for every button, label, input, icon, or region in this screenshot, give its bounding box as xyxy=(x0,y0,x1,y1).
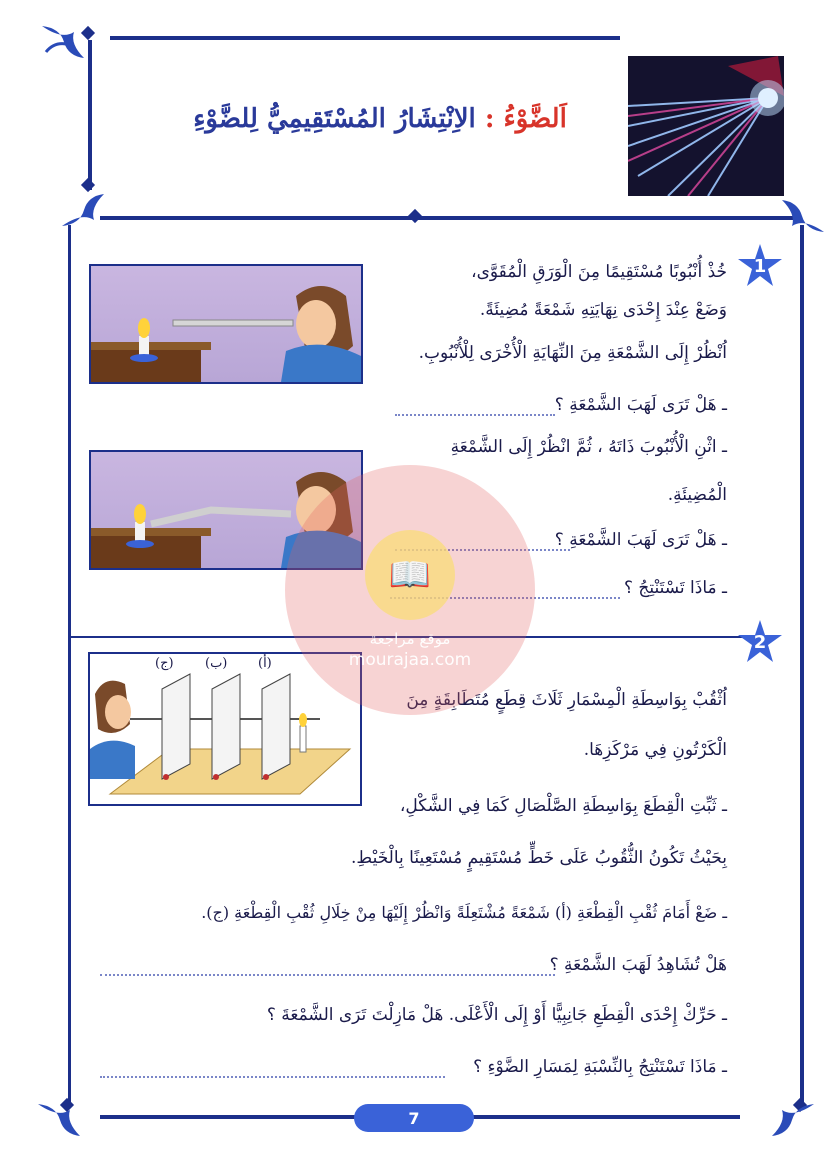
title-topic: اَلضَّوْءُ : xyxy=(484,104,567,134)
answer-line[interactable] xyxy=(100,974,555,976)
piece-label-b: (ب) xyxy=(205,656,228,671)
question-line: ـ مَاذَا تَسْتَنْتِجُ ؟ xyxy=(623,578,727,598)
light-beam-photo xyxy=(628,56,784,196)
corner-ornament-icon xyxy=(770,1100,816,1140)
instruction-line: اُنْظُرْ إِلَى الشَّمْعَةِ مِنَ النِّهَايَةِ الْأُخْرَى لِلْأُنْبُوبِ. xyxy=(418,343,727,363)
answer-line[interactable] xyxy=(100,1076,445,1078)
question-line: ـ حَرِّكْ إِحْدَى الْقِطَعِ جَانِبِيًّا أَوْ إِلَى الْأَعْلَى. هَلْ مَازِلْتَ تَرَى الشَّمْعَةَ ؟ xyxy=(266,1005,727,1025)
frame-left xyxy=(88,40,92,190)
instruction-line: الْمُضِيئَةِ. xyxy=(667,485,727,505)
book-icon: 📖 xyxy=(365,530,455,620)
question-line: ـ مَاذَا تَسْتَنْتِجُ بِالنِّسْبَةِ لِمَسَارِ الضَّوْءِ ؟ xyxy=(473,1057,727,1077)
instruction-line: وَضَعْ عِنْدَ إِحْدَى نِهَايَتِهِ شَمْعَةً مُضِيئَةً. xyxy=(479,300,727,320)
page-title xyxy=(160,104,600,134)
frame-ornament xyxy=(408,209,422,223)
answer-line[interactable] xyxy=(395,414,555,416)
piece-label-a: (أ) xyxy=(258,656,272,671)
instruction-line: ـ اثْنِ الْأُنْبُوبَ ذَاتَهُ ، ثُمَّ انْظُرْ إِلَى الشَّمْعَةِ xyxy=(450,437,727,457)
frame-divider-top xyxy=(100,216,800,220)
instruction-line: الْكَرْتُونِ فِي مَرْكَزِهَا. xyxy=(583,740,727,760)
title-subject: الاِنْتِشَارُ المُسْتَقِيمِيُّ لِلضَّوْءِ xyxy=(193,104,476,134)
frame-left-lower xyxy=(68,225,71,1105)
instruction-line: اُثْقُبْ بِوَاسِطَةِ الْمِسْمَارِ ثَلَاثَ قِطَعٍ مُتَطَابِقَةٍ مِنَ xyxy=(406,690,727,710)
step-badge-2 xyxy=(738,620,782,664)
piece-label-c: (ج) xyxy=(155,656,174,671)
step-number: 2 xyxy=(753,631,767,653)
question-line: هَلْ تُشَاهِدُ لَهَبَ الشَّمْعَةِ ؟ xyxy=(549,955,727,975)
corner-ornament-icon xyxy=(36,1100,82,1140)
watermark-latin: mourajaa.com xyxy=(348,650,472,670)
instruction-line: ـ ثَبِّتِ الْقِطَعَ بِوَاسِطَةِ الصَّلْصَالِ كَمَا فِي الشَّكْلِ، xyxy=(399,796,727,816)
watermark-arabic: موقع مراجعة xyxy=(369,630,451,648)
instruction-line: بِحَيْثُ تَكُونُ الثُّقُوبُ عَلَى خَطٍّ مُسْتَقِيمٍ مُسْتَعِينًا بِالْخَيْطِ. xyxy=(351,848,727,868)
corner-ornament-icon xyxy=(40,22,86,62)
corner-ornament-icon xyxy=(780,196,826,236)
instruction-line: خُذْ أُنْبُوبًا مُسْتَقِيمًا مِنَ الْوَرَقِ الْمُقَوَّى، xyxy=(471,262,727,282)
question-line: ـ هَلْ تَرَى لَهَبَ الشَّمْعَةِ ؟ xyxy=(554,530,727,550)
step-badge-1 xyxy=(738,244,782,288)
step-number: 1 xyxy=(753,255,767,277)
question-line: ـ هَلْ تَرَى لَهَبَ الشَّمْعَةِ ؟ xyxy=(554,395,727,415)
corner-ornament-icon xyxy=(60,190,106,230)
page-number: 7 xyxy=(354,1104,474,1132)
frame-top xyxy=(110,36,620,40)
instruction-line: ـ ضَعْ أَمَامَ ثُقْبِ الْقِطْعَةِ (أ) شَمْعَةً مُشْتَعِلَةً وَانْظُرْ إِلَيْهَا مِنْ خِلَالِ ثُقْبِ الْقِطْعَةِ (ج). xyxy=(201,903,727,922)
frame-right xyxy=(800,225,804,1105)
tube-straight-illustration xyxy=(89,264,363,384)
